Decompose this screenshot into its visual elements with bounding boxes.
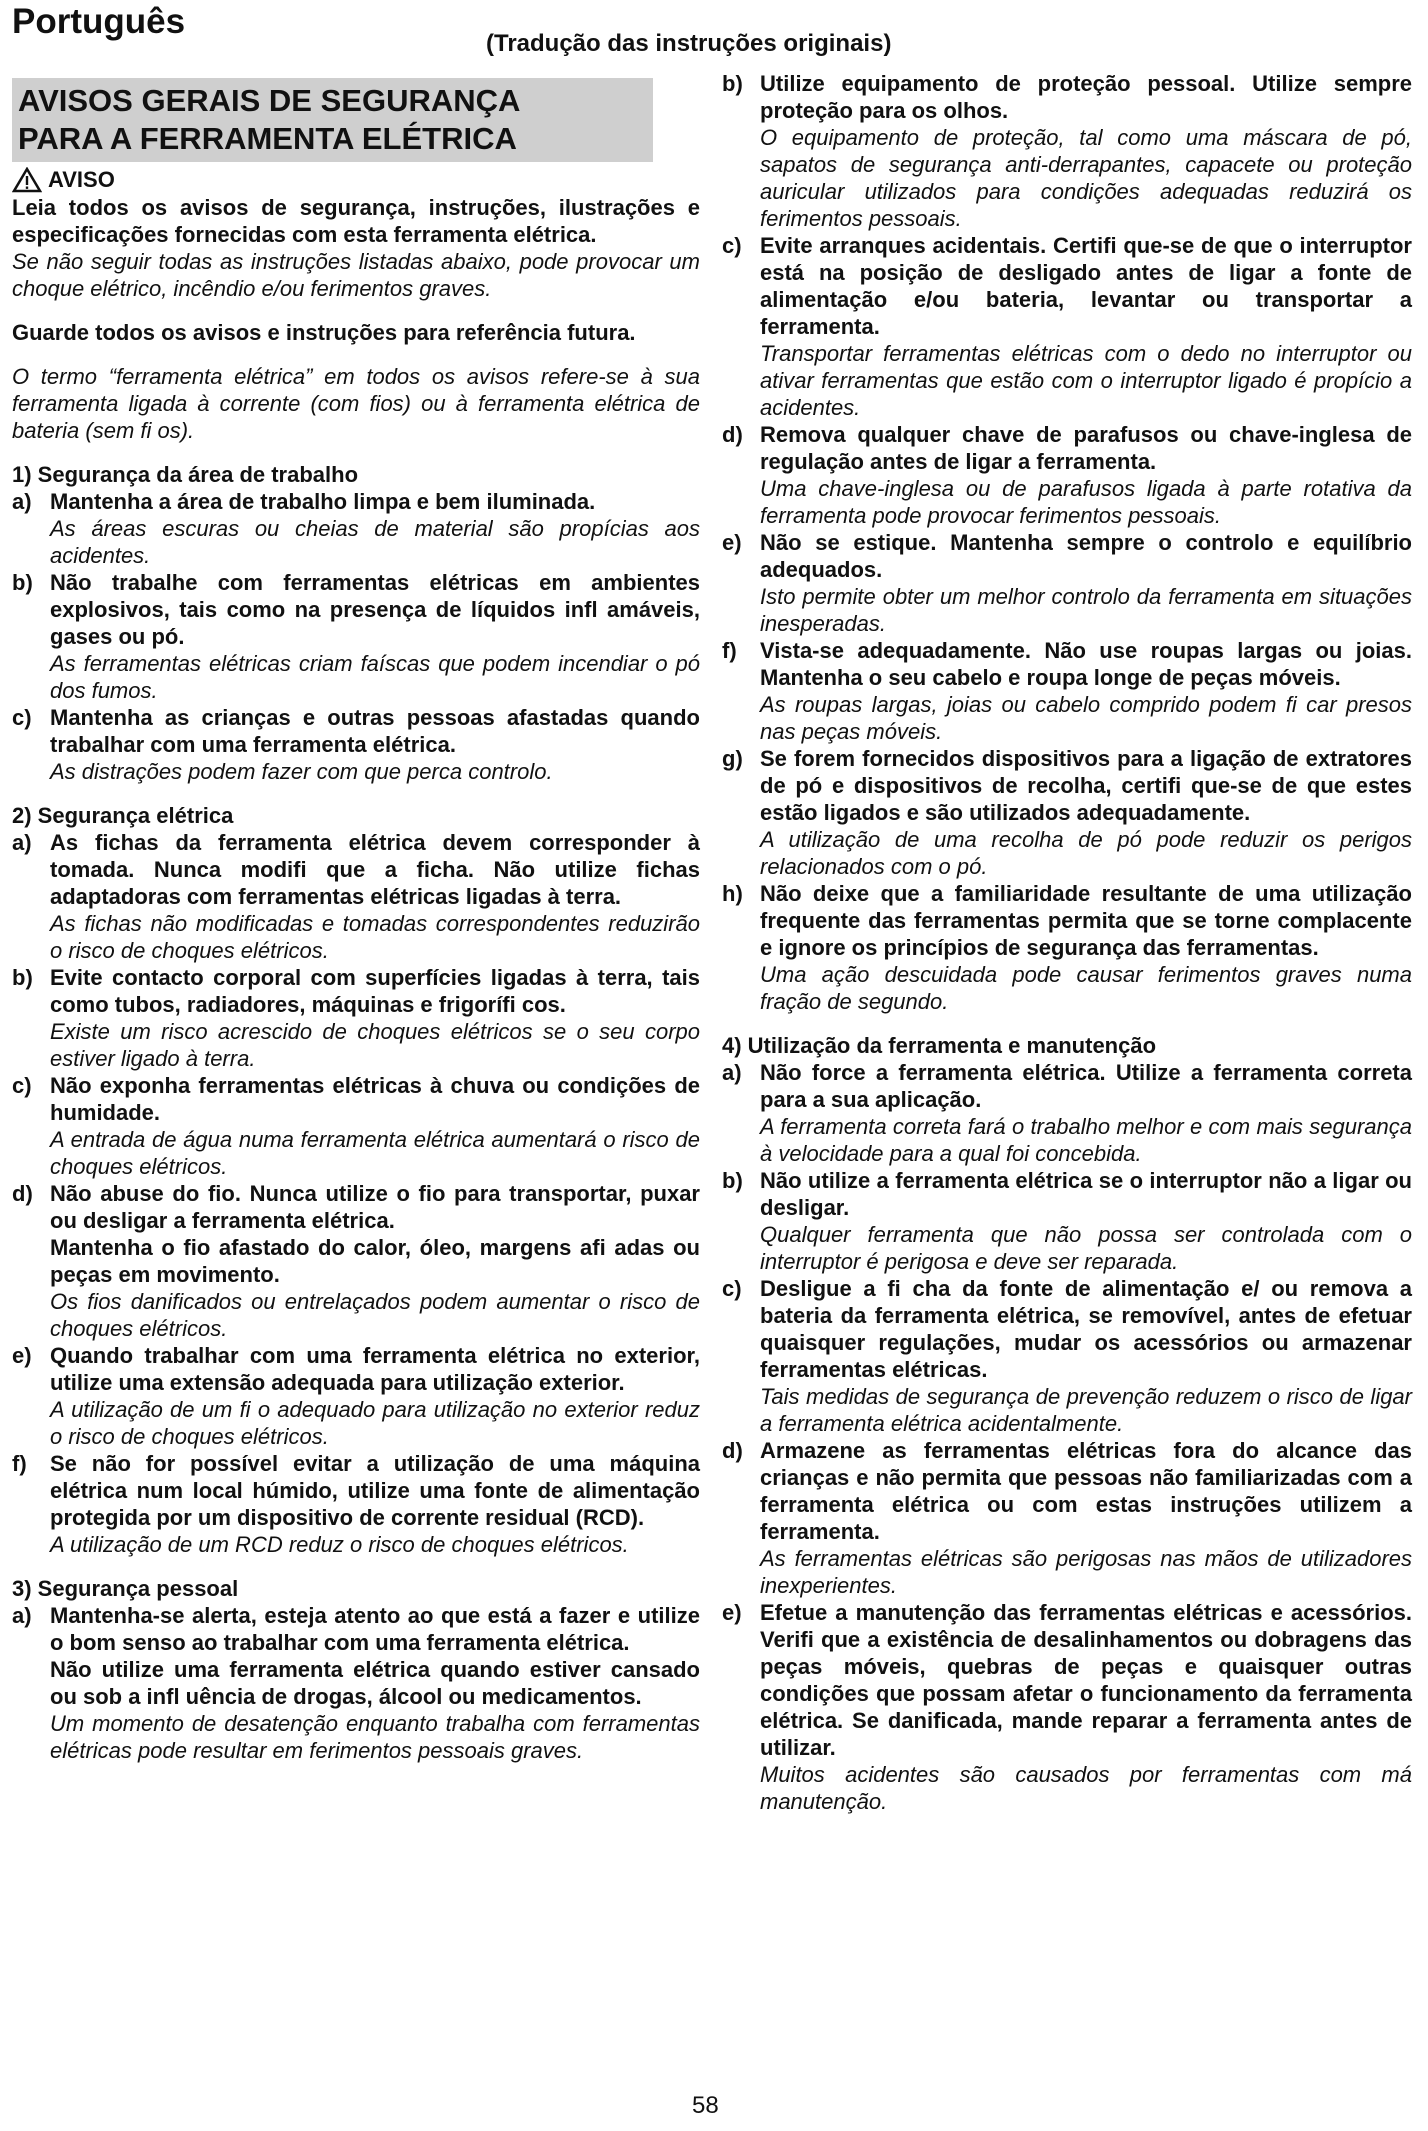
s2-item-d — [12, 1180, 700, 1342]
item-italic: O equipamento de proteção, tal como uma máscara de pó, sapatos de segurança anti-derrapantes, capacete ou proteção auricular utilizados para condições adequadas reduzirá os ferimentos pessoais. — [760, 125, 1412, 231]
s2-item-c — [12, 1072, 700, 1180]
item-label: d) — [722, 1438, 743, 1463]
section-4-title: 4) Utilização da ferramenta e manutenção — [722, 1033, 1157, 1058]
item-bold: Se forem fornecidos dispositivos para a ligação de extratores de pó e dispositivos de recolha, certifi que-se de que estes estão ligados e são utilizados adequadamente. — [760, 746, 1412, 825]
item-bold: Não force a ferramenta elétrica. Utilize a ferramenta correta para a sua aplicação. — [760, 1060, 1412, 1112]
item-bold: Remova qualquer chave de parafusos ou chave-inglesa de regulação antes de ligar a ferramenta. — [760, 422, 1412, 474]
item-label: d) — [12, 1181, 33, 1206]
item-italic: As áreas escuras ou cheias de material são propícias aos acidentes. — [50, 516, 700, 568]
item-bold: Desligue a fi cha da fonte de alimentação e/ ou remova a bateria da ferramenta elétrica, se removível, antes de efetuar quaisquer regulações, mudar os acessórios ou armazenar ferramentas elétricas. — [760, 1276, 1412, 1382]
item-label: c) — [722, 233, 742, 258]
heading-line-2: PARA A FERRAMENTA ELÉTRICA — [18, 121, 517, 156]
item-bold-2: Mantenha o fio afastado do calor, óleo, margens afi adas ou peças em movimento. — [50, 1235, 700, 1287]
item-label: b) — [722, 71, 743, 96]
item-bold: Vista-se adequadamente. Não use roupas largas ou joias. Mantenha o seu cabelo e roupa longe de peças móveis. — [760, 638, 1412, 690]
s4-item-d — [722, 1437, 1412, 1599]
s1-item-c — [12, 704, 700, 785]
item-italic: A utilização de um RCD reduz o risco de choques elétricos. — [50, 1532, 629, 1557]
item-bold: Se não for possível evitar a utilização de uma máquina elétrica num local húmido, utilize uma fonte de alimentação protegida por um dispositivo de corrente residual (RCD). — [50, 1451, 700, 1530]
item-bold: Mantenha-se alerta, esteja atento ao que está a fazer e utilize o bom senso ao trabalhar com uma ferramenta elétrica. — [50, 1603, 700, 1655]
item-italic: A utilização de um fi o adequado para utilização no exterior reduz o risco de choques elétricos. — [50, 1397, 700, 1449]
s4-item-e — [722, 1599, 1412, 1815]
item-bold: Armazene as ferramentas elétricas fora do alcance das crianças e não permita que pessoas não familiarizadas com a ferramenta elétrica ou com estas instruções utilizem a ferramenta. — [760, 1438, 1412, 1544]
item-label: b) — [12, 570, 33, 595]
s2-item-a — [12, 829, 700, 964]
item-bold: Não exponha ferramentas elétricas à chuva ou condições de humidade. — [50, 1073, 700, 1125]
s3-item-b — [722, 70, 1412, 232]
page-number: 58 — [692, 2092, 719, 2119]
item-italic: Existe um risco acrescido de choques elétricos se o seu corpo estiver ligado à terra. — [50, 1019, 700, 1071]
warning-label — [12, 166, 700, 194]
item-label: g) — [722, 746, 743, 771]
item-label: f) — [12, 1451, 27, 1476]
item-label: e) — [12, 1343, 32, 1368]
section-1-title: 1) Segurança da área de trabalho — [12, 462, 359, 487]
item-bold: Não se estique. Mantenha sempre o controlo e equilíbrio adequados. — [760, 530, 1412, 582]
warning-italic: Se não seguir todas as instruções listadas abaixo, pode provocar um choque elétrico, incêndio e/ou ferimentos graves. — [12, 249, 700, 301]
s3-item-a — [12, 1602, 700, 1764]
section-2-title: 2) Segurança elétrica — [12, 803, 234, 828]
item-label: d) — [722, 422, 743, 447]
s2-item-f — [12, 1450, 700, 1558]
s4-item-b — [722, 1167, 1412, 1275]
right-column — [722, 70, 1412, 1815]
item-label: f) — [722, 638, 737, 663]
item-bold-2: Não utilize uma ferramenta elétrica quando estiver cansado ou sob a infl uência de drogas, álcool ou medicamentos. — [50, 1657, 700, 1709]
section-heading — [12, 78, 653, 162]
item-italic: As distrações podem fazer com que perca controlo. — [50, 759, 553, 784]
item-italic: As fichas não modificadas e tomadas correspondentes reduzirão o risco de choques elétricos. — [50, 911, 700, 963]
s1-item-b — [12, 569, 700, 704]
item-italic: A utilização de uma recolha de pó pode reduzir os perigos relacionados com o pó. — [760, 827, 1412, 879]
item-italic: Transportar ferramentas elétricas com o dedo no interruptor ou ativar ferramentas que estão com o interruptor ligado é propício a acidentes. — [760, 341, 1412, 420]
s3-item-c — [722, 232, 1412, 421]
s3-item-h — [722, 880, 1412, 1015]
item-bold: Quando trabalhar com uma ferramenta elétrica no exterior, utilize uma extensão adequada para utilização exterior. — [50, 1343, 700, 1395]
item-italic: As ferramentas elétricas criam faíscas que podem incendiar o pó dos fumos. — [50, 651, 700, 703]
s3-item-e — [722, 529, 1412, 637]
item-italic: A ferramenta correta fará o trabalho melhor e com mais segurança à velocidade para a qual foi concebida. — [760, 1114, 1412, 1166]
item-label: a) — [12, 489, 32, 514]
item-label: a) — [12, 1603, 32, 1628]
term-definition: O termo “ferramenta elétrica” em todos os avisos refere-se à sua ferramenta ligada à corrente (com fios) ou à ferramenta elétrica de bateria (sem fi os). — [12, 364, 700, 443]
item-italic: Qualquer ferramenta que não possa ser controlada com o interruptor é perigosa e deve ser reparada. — [760, 1222, 1412, 1274]
item-bold: Utilize equipamento de proteção pessoal. Utilize sempre proteção para os olhos. — [760, 71, 1412, 123]
item-bold: Mantenha as crianças e outras pessoas afastadas quando trabalhar com uma ferramenta elétrica. — [50, 705, 700, 757]
item-bold: Evite contacto corporal com superfícies ligadas à terra, tais como tubos, radiadores, máquinas e frigorífi cos. — [50, 965, 700, 1017]
warning-text: AVISO — [48, 167, 115, 192]
heading-line-1: AVISOS GERAIS DE SEGURANÇA — [18, 83, 521, 118]
s4-item-c — [722, 1275, 1412, 1437]
warning-triangle-icon — [12, 167, 42, 193]
item-label: a) — [12, 830, 32, 855]
item-italic: Uma chave-inglesa ou de parafusos ligada à parte rotativa da ferramenta pode provocar ferimentos pessoais. — [760, 476, 1412, 528]
item-italic: Um momento de desatenção enquanto trabalha com ferramentas elétricas pode resultar em ferimentos pessoais graves. — [50, 1711, 700, 1763]
s2-item-b — [12, 964, 700, 1072]
item-label: e) — [722, 1600, 742, 1625]
warning-bold: Leia todos os avisos de segurança, instruções, ilustrações e especificações fornecidas com esta ferramenta elétrica. — [12, 195, 700, 247]
item-italic: As roupas largas, joias ou cabelo comprido podem fi car presos nas peças móveis. — [760, 692, 1412, 744]
s2-item-e — [12, 1342, 700, 1450]
item-label: c) — [12, 1073, 32, 1098]
item-label: c) — [722, 1276, 742, 1301]
s3-item-d — [722, 421, 1412, 529]
item-italic: Uma ação descuidada pode causar ferimentos graves numa fração de segundo. — [760, 962, 1412, 1014]
item-bold: Mantenha a área de trabalho limpa e bem iluminada. — [50, 489, 596, 514]
item-bold: Não trabalhe com ferramentas elétricas em ambientes explosivos, tais como na presença de líquidos infl amáveis, gases ou pó. — [50, 570, 700, 649]
item-label: b) — [722, 1168, 743, 1193]
language-label: Português — [12, 2, 186, 41]
section-3-title: 3) Segurança pessoal — [12, 1576, 239, 1601]
item-italic: Muitos acidentes são causados por ferramentas com má manutenção. — [760, 1762, 1412, 1814]
item-label: b) — [12, 965, 33, 990]
item-bold: Não deixe que a familiaridade resultante de uma utilização frequente das ferramentas permita que se torne complacente e ignore os princípios de segurança das ferramentas. — [760, 881, 1412, 960]
item-label: h) — [722, 881, 743, 906]
item-label: c) — [12, 705, 32, 730]
item-italic: Os fios danificados ou entrelaçados podem aumentar o risco de choques elétricos. — [50, 1289, 700, 1341]
item-label: a) — [722, 1060, 742, 1085]
item-bold: Efetue a manutenção das ferramentas elétricas e acessórios. Verifi que a existência de desalinhamentos ou dobragens das peças móveis, quebras de peças e quaisquer outras condições que possam afetar o funcionamento da ferramenta elétrica. Se danificada, mande reparar a ferramenta antes de utilizar. — [760, 1600, 1412, 1760]
keep-instructions: Guarde todos os avisos e instruções para referência futura. — [12, 320, 636, 345]
item-bold: As fichas da ferramenta elétrica devem corresponder à tomada. Nunca modifi que a ficha. Não utilize fichas adaptadoras com ferramentas elétricas ligadas à terra. — [50, 830, 700, 909]
s3-item-g — [722, 745, 1412, 880]
item-italic: A entrada de água numa ferramenta elétrica aumentará o risco de choques elétricos. — [50, 1127, 700, 1179]
item-italic: As ferramentas elétricas são perigosas nas mãos de utilizadores inexperientes. — [760, 1546, 1412, 1598]
item-bold: Evite arranques acidentais. Certifi que-se de que o interruptor está na posição de desligado antes de ligar a fonte de alimentação e/ou bateria, levantar ou transportar a ferramenta. — [760, 233, 1412, 339]
item-italic: Tais medidas de segurança de prevenção reduzem o risco de ligar a ferramenta elétrica acidentalmente. — [760, 1384, 1412, 1436]
item-bold: Não utilize a ferramenta elétrica se o interruptor não a ligar ou desligar. — [760, 1168, 1412, 1220]
s3-item-f — [722, 637, 1412, 745]
left-column — [12, 78, 700, 1764]
item-label: e) — [722, 530, 742, 555]
s4-item-a — [722, 1059, 1412, 1167]
item-bold: Não abuse do fio. Nunca utilize o fio para transportar, puxar ou desligar a ferramenta elétrica. — [50, 1181, 700, 1233]
translation-note: (Tradução das instruções originais) — [486, 30, 892, 57]
item-italic: Isto permite obter um melhor controlo da ferramenta em situações inesperadas. — [760, 584, 1412, 636]
s1-item-a — [12, 488, 700, 569]
